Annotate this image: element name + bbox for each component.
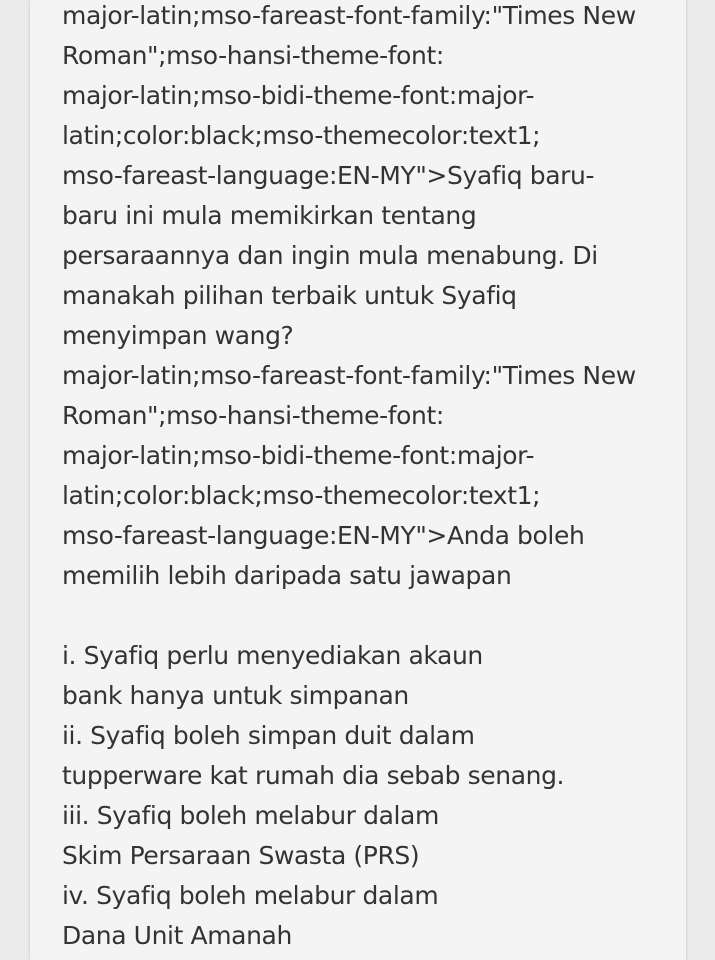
question-line: major-latin;mso-bidi-theme-font:major- — [62, 81, 535, 110]
option-line: Dana Unit Amanah — [62, 921, 292, 950]
instruction-line: latin;color:black;mso-themecolor:text1; — [62, 481, 541, 510]
blank-line — [62, 596, 662, 636]
question-line: mso-fareast-language:EN-MY">Syafiq baru- — [62, 161, 595, 190]
instruction-line: mso-fareast-language:EN-MY">Anda boleh — [62, 521, 585, 550]
instruction-line: major-latin;mso-bidi-theme-font:major- — [62, 441, 535, 470]
question-card — [30, 0, 686, 960]
question-line: latin;color:black;mso-themecolor:text1; — [62, 121, 541, 150]
instruction-line: major-latin;mso-fareast-font-family:"Times New — [62, 361, 636, 390]
instruction-line: memilih lebih daripada satu jawapan — [62, 561, 512, 590]
instruction-line: Roman";mso-hansi-theme-font: — [62, 401, 444, 430]
question-line: persaraannya dan ingin mula menabung. Di — [62, 241, 598, 270]
option-line: iv. Syafiq boleh melabur dalam — [62, 881, 439, 910]
option-line: i. Syafiq perlu menyediakan akaun — [62, 641, 483, 670]
option-line: tupperware kat rumah dia sebab senang. — [62, 761, 565, 790]
question-text — [62, 0, 662, 956]
option-line: Skim Persaraan Swasta (PRS) — [62, 841, 420, 870]
question-line: major-latin;mso-fareast-font-family:"Times New — [62, 1, 636, 30]
question-line: menyimpan wang? — [62, 321, 294, 350]
question-line: Roman";mso-hansi-theme-font: — [62, 41, 444, 70]
option-line: bank hanya untuk simpanan — [62, 681, 409, 710]
option-line: ii. Syafiq boleh simpan duit dalam — [62, 721, 475, 750]
option-line: iii. Syafiq boleh melabur dalam — [62, 801, 439, 830]
question-line: baru ini mula memikirkan tentang — [62, 201, 477, 230]
question-line: manakah pilihan terbaik untuk Syafiq — [62, 281, 517, 310]
